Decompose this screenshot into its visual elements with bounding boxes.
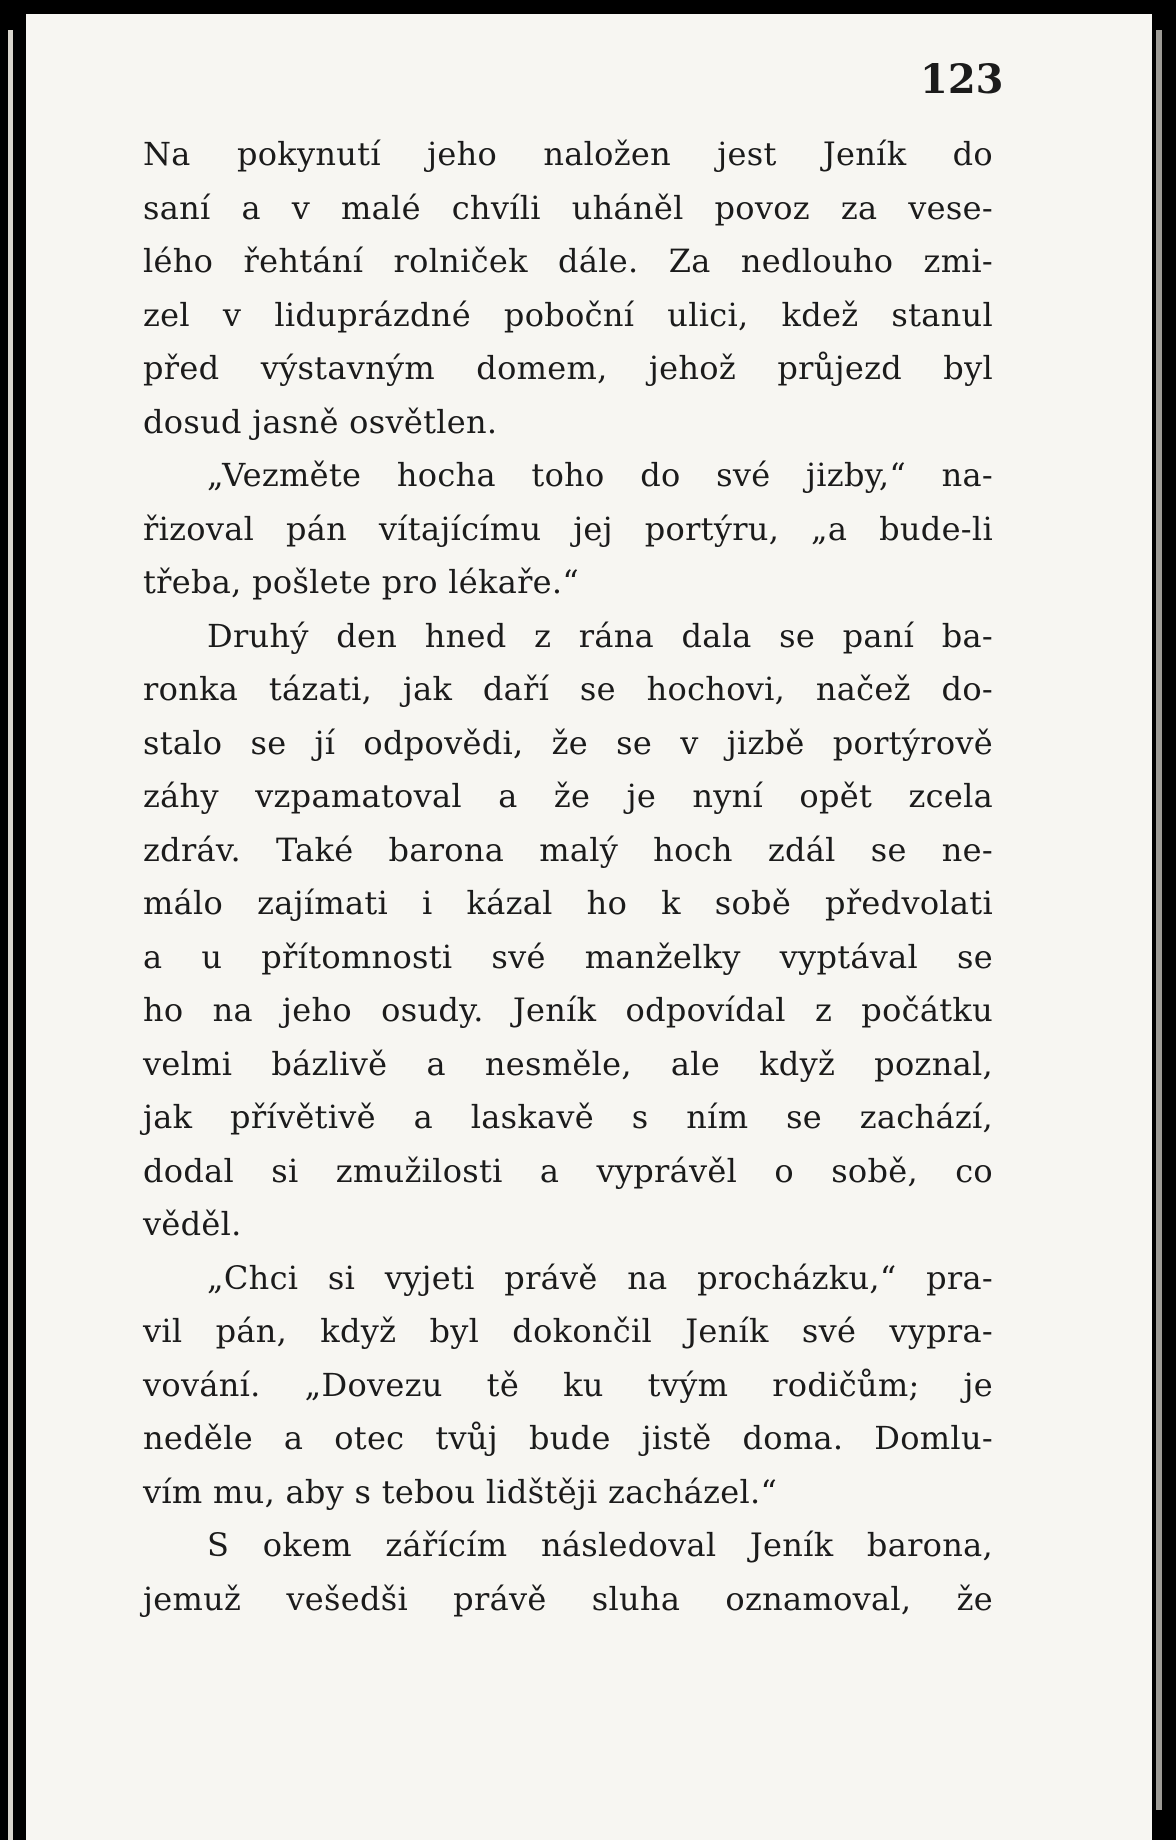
text-line: před výstavným domem, jehož průjezd byl xyxy=(143,349,993,387)
text-line: „Chci si vyjeti právě na procházku,“ pra- xyxy=(207,1258,993,1297)
text-line: věděl. xyxy=(143,1205,242,1243)
page-number: 123 xyxy=(920,56,1004,103)
text-line: velmi bázlivě a nesměle, ale když poznal, xyxy=(143,1044,993,1083)
text-line: ronka tázati, jak daří se hochovi, načež do- xyxy=(143,670,993,708)
text-line: řizoval pán vítajícímu jej portýru, „a bude-li xyxy=(143,509,993,548)
text-line: S okem zářícím následoval Jeník barona, xyxy=(207,1526,993,1564)
text-line: vil pán, když byl dokončil Jeník své vypra- xyxy=(143,1312,993,1350)
text-line: zel v liduprázdné poboční ulici, kdež stanul xyxy=(143,295,993,334)
text-line: dosud jasně osvětlen. xyxy=(143,402,498,441)
text-line: a u přítomnosti své manželky vyptával se xyxy=(143,937,993,976)
text-line: Druhý den hned z rána dala se paní ba- xyxy=(207,616,993,655)
page-right-edge xyxy=(1156,30,1162,1810)
text-line: dodal si zmužilosti a vyprávěl o sobě, co xyxy=(143,1151,993,1190)
body-text xyxy=(143,128,993,1626)
text-line: málo zajímati i kázal ho k sobě předvolati xyxy=(143,884,993,922)
text-line: vování. „Dovezu tě ku tvým rodičům; je xyxy=(143,1365,993,1404)
text-line: jemuž vešedši právě sluha oznamoval, že xyxy=(143,1579,993,1618)
text-line: zdráv. Také barona malý hoch zdál se ne- xyxy=(143,830,993,869)
text-line: vím mu, aby s tebou lidštěji zacházel.“ xyxy=(143,1472,778,1511)
text-line: neděle a otec tvůj bude jistě doma. Domlu- xyxy=(143,1419,993,1457)
page-left-edge xyxy=(8,30,13,1840)
text-line: jak přívětivě a laskavě s ním se zachází, xyxy=(143,1098,993,1136)
text-line: Na pokynutí jeho naložen jest Jeník do xyxy=(143,135,993,173)
text-line: stalo se jí odpovědi, že se v jizbě portýrově xyxy=(143,723,993,762)
text-line: záhy vzpamatoval a že je nyní opět zcela xyxy=(143,777,993,815)
text-line: třeba, pošlete pro lékaře.“ xyxy=(143,563,580,601)
text-line: „Vezměte hocha toho do své jizby,“ na- xyxy=(207,456,993,494)
text-line: lého řehtání rolniček dále. Za nedlouho zmi- xyxy=(143,242,993,280)
text-line: saní a v malé chvíli uháněl povoz za vese- xyxy=(143,188,993,227)
text-line: ho na jeho osudy. Jeník odpovídal z počátku xyxy=(143,991,993,1029)
